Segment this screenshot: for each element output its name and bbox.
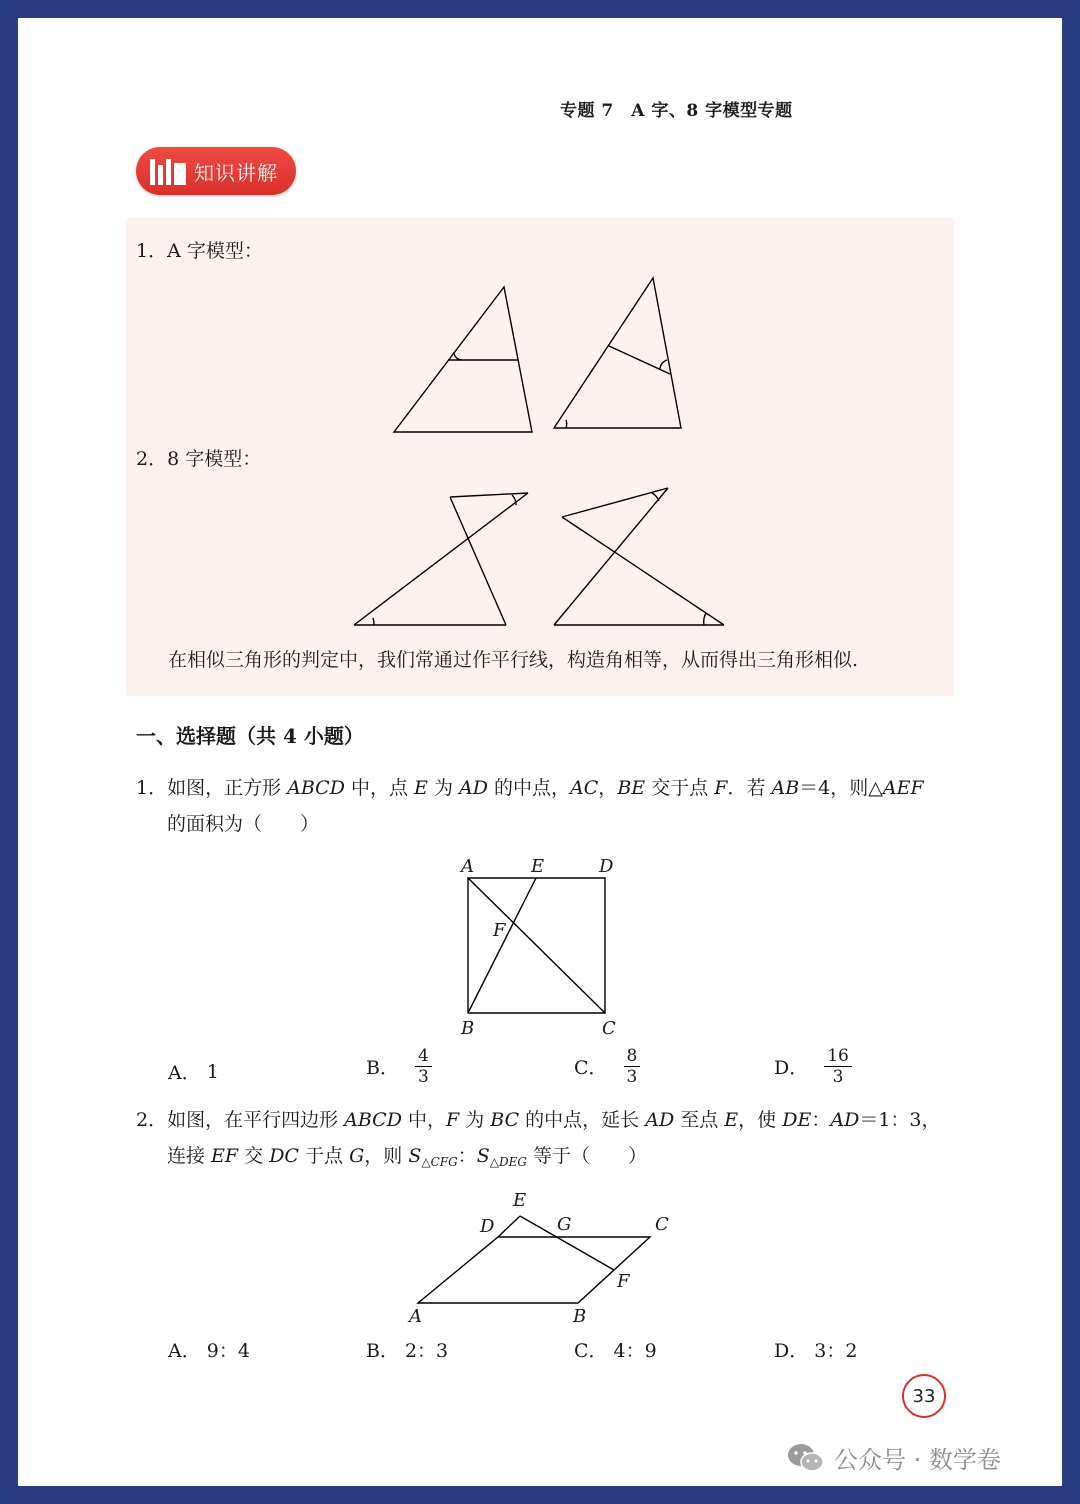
a-model-figure [380, 270, 700, 440]
q1-label-f: F [493, 920, 506, 941]
q2-label-b: B [573, 1306, 587, 1327]
8-model-figure-2 [554, 488, 724, 625]
q2-option-d[interactable]: D． 3：2 [774, 1340, 858, 1362]
section-title: 一、选择题（共 4 小题） [136, 724, 364, 748]
q1-label-e: E [531, 856, 545, 877]
question-1-text: 1．如图，正方形 ABCD 中，点 E 为 AD 的中点，AC，BE 交于点 F．若 AB＝4，则△AEF 的面积为（ ） [136, 777, 924, 835]
q1-option-b[interactable]: B． $\frac{4}{3}$ [366, 1046, 432, 1087]
q1-option-c[interactable]: C． $\frac{8}{3}$ [574, 1046, 640, 1087]
q1-label-a: A [461, 856, 474, 877]
a-model-triangle-2 [554, 278, 681, 428]
q1-label-d: D [599, 856, 614, 877]
q1-label-b: B [461, 1018, 475, 1039]
question-1-figure [460, 870, 620, 1020]
a-model-triangle-1 [394, 287, 532, 432]
wechat-icon [786, 1442, 826, 1474]
knowledge-summary: 在相似三角形的判定中，我们常通过作平行线，构造角相等，从而得出三角形相似. [168, 649, 859, 671]
q2-option-c[interactable]: C． 4：9 [574, 1340, 657, 1362]
chapter-title: 专题 7 A 字、8 字模型专题 [560, 101, 793, 121]
q1-option-a[interactable]: A． 1 [168, 1060, 219, 1084]
page-number: 33 [902, 1374, 946, 1418]
watermark [786, 1440, 1001, 1475]
watermark-text: 公众号 · 数学卷 [834, 1446, 1001, 1474]
q2-label-f: F [617, 1271, 630, 1292]
question-2-text: 2．如图，在平行四边形 ABCD 中，F 为 BC 的中点，延长 AD 至点 E，使 DE：AD＝1：3， 连接 EF 交 DC 于点 G，则 $S_{\triangle CFG}$：$S_{\triangle DEG}$ 等于（ ） [136, 1109, 941, 1169]
q1-label-c: C [602, 1018, 616, 1039]
a-model-heading: 1．A 字模型： [136, 240, 263, 262]
q2-label-e: E [513, 1190, 527, 1211]
q2-label-g: G [557, 1214, 572, 1235]
books-icon [150, 157, 186, 185]
badge-label: 知识讲解 [194, 160, 278, 185]
q1-option-d[interactable]: D． $\frac{16}{3}$ [774, 1046, 852, 1087]
q2-label-a: A [409, 1306, 422, 1327]
8-model-figure-1 [354, 493, 528, 625]
question-2-figure [410, 1205, 670, 1315]
8-model-figure [340, 480, 740, 630]
knowledge-badge [136, 147, 296, 195]
q2-label-c: C [655, 1214, 669, 1235]
q2-option-a[interactable]: A． 9：4 [168, 1340, 250, 1362]
q2-label-d: D [480, 1216, 495, 1237]
q2-option-b[interactable]: B． 2：3 [366, 1340, 449, 1362]
8-model-heading: 2．8 字模型： [136, 448, 262, 470]
